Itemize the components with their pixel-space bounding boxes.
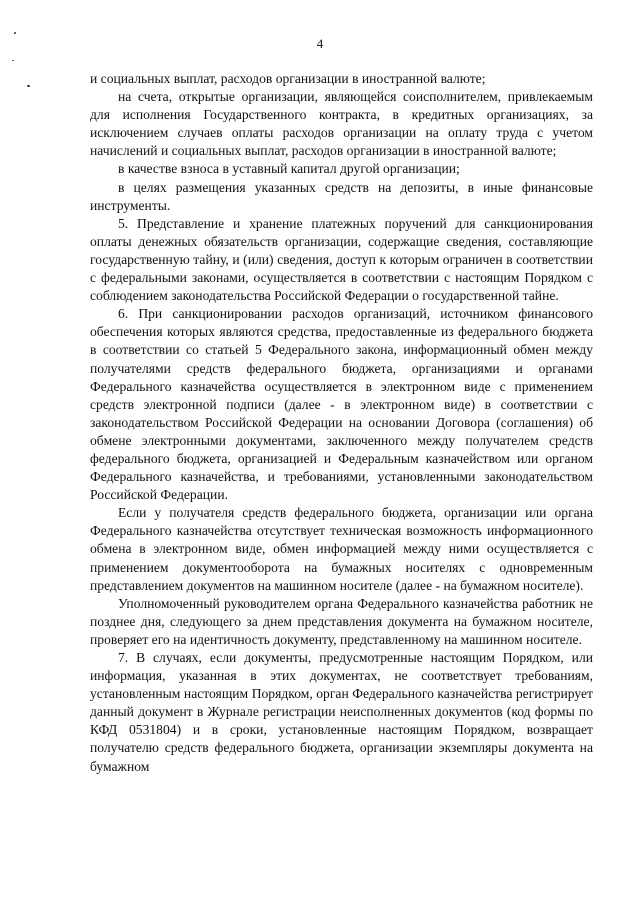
paragraph-continuation: и социальных выплат, расходов организации в иностранной валюте;: [90, 71, 486, 86]
scan-speck: [27, 85, 30, 87]
scan-speck: [12, 60, 14, 61]
paragraph-item-5: 5. Представление и хранение платежных поручений для санкционирования оплаты денежных обязательств организации, содержащие сведения, составляющие государственную тайну, и (или) сведения, доступ к которым ограничен в соответствии с федеральными законами, осуществляется в соответствии с настоящим Порядком с соблюдением законодательства Российской Федерации о государственной тайне.: [90, 215, 593, 304]
page-number: 4: [316, 36, 324, 51]
document-body: [90, 70, 593, 776]
paragraph-accounts: на счета, открытые организации, являющейся соисполнителем, привлекаемым для исполнения Государственного контракта, в кредитных организациях, за исключением случаев оплаты расходов организации на оплату труда с учетом начислений и социальных выплат, расходов организации в иностранной валюте;: [90, 89, 593, 159]
scan-speck: [14, 32, 16, 34]
paragraph-paper-exchange: Если у получателя средств федерального бюджета, организации или органа Федерального казначейства отсутствует техническая возможность информационного обмена в электронном виде, обмен информацией между ними осуществляется с применением документооборота на бумажных носителях с одновременным представлением документов на машинном носителе (далее - на бумажном носителе).: [90, 505, 593, 593]
paragraph-item-6: 6. При санкционировании расходов организаций, источником финансового обеспечения которых являются средства, предоставленные из федерального бюджета в соответствии со статьей 5 Федерального закона, информационный обмен между получателями средств федерального бюджета, организациями и органами Федерального казначейства осуществляется в электронном виде с применением средств электронной подписи (далее - в электронном виде) в соответствии с законодательством Российской Федерации на основании Договора (соглашения) об обмене электронными документами, заключенного между получателем средств федерального бюджета, организацией и Федеральным казначейством или органом Федерального казначейства, и требованиями, установленными законодательством Российской Федерации.: [90, 306, 593, 503]
paragraph-capital: в качестве взноса в уставный капитал другой организации;: [118, 161, 460, 177]
paragraph-item-7: 7. В случаях, если документы, предусмотренные настоящим Порядком, или информация, указанная в этих документах, не соответствует требованиям, установленным настоящим Порядком, орган Федерального казначейства регистрирует данный документ в Журнале регистрации неисполненных документов (код формы по КФД 0531804) и в сроки, установленные настоящим Порядком, возвращает получателю средств федерального бюджета, организации экземпляры документа на бумажном: [90, 650, 593, 774]
paragraph-verification: Уполномоченный руководителем органа Федерального казначейства работник не позднее дня, следующего за днем представления документа на бумажном носителе, проверяет его на идентичность документу, представленному на машинном носителе.: [90, 595, 593, 647]
paragraph-deposits: в целях размещения указанных средств на депозиты, в иные финансовые инструменты.: [90, 179, 593, 213]
